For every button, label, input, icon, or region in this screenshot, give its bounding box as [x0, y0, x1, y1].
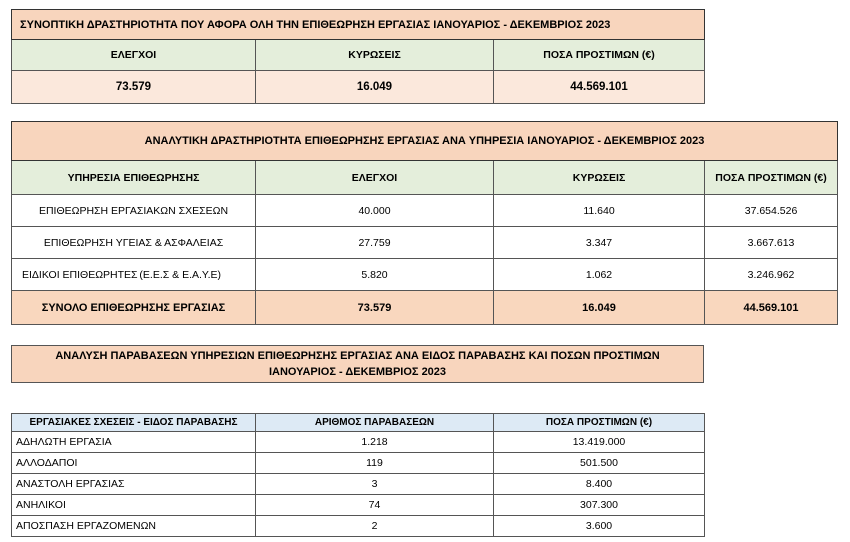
violation-type: ΑΝΗΛΙΚΟΙ: [12, 495, 256, 516]
violations-header-fines: ΠΟΣΑ ΠΡΟΣΤΙΜΩΝ (€): [494, 414, 705, 432]
violation-fines: 13.419.000: [494, 432, 705, 453]
detailed-header-fines: ΠΟΣΑ ΠΡΟΣΤΙΜΩΝ (€): [705, 161, 838, 195]
violation-count: 2: [256, 516, 494, 537]
total-label: ΣΥΝΟΛΟ ΕΠΙΘΕΩΡΗΣΗΣ ΕΡΓΑΣΙΑΣ: [12, 291, 256, 325]
total-controls: 73.579: [256, 291, 494, 325]
violations-title-line2: ΙΑΝΟΥΑΡΙΟΣ - ΔΕΚΕΜΒΡΙΟΣ 2023: [268, 366, 447, 378]
controls-value: 27.759: [256, 227, 494, 259]
detailed-title: ΑΝΑΛΥΤΙΚΗ ΔΡΑΣΤΗΡΙΟΤΗΤΑ ΕΠΙΘΕΩΡΗΣΗΣ ΕΡΓΑΣΙΑΣ ΑΝΑ ΥΠΗΡΕΣΙΑ ΙΑΝΟΥΑΡΙΟΣ - ΔΕΚΕΜΒΡΙΟΣ 2023: [12, 122, 838, 161]
service-name: ΕΠΙΘΕΩΡΗΣΗ ΕΡΓΑΣΙΑΚΩΝ ΣΧΕΣΕΩΝ: [12, 195, 256, 227]
summary-table: [11, 9, 705, 104]
table-row: [12, 474, 705, 495]
service-name: [12, 259, 256, 291]
violation-type: ΑΝΑΣΤΟΛΗ ΕΡΓΑΣΙΑΣ: [12, 474, 256, 495]
fines-value: 3.667.613: [705, 227, 838, 259]
violations-title-table: [11, 345, 704, 383]
violation-count: 3: [256, 474, 494, 495]
violations-header-type: ΕΡΓΑΣΙΑΚΕΣ ΣΧΕΣΕΙΣ - ΕΙΔΟΣ ΠΑΡΑΒΑΣΗΣ: [12, 414, 256, 432]
violation-count: 74: [256, 495, 494, 516]
total-fines: 44.569.101: [705, 291, 838, 325]
summary-value-fines: 44.569.101: [494, 71, 705, 104]
violations-header-count: ΑΡΙΘΜΟΣ ΠΑΡΑΒΑΣΕΩΝ: [256, 414, 494, 432]
service-name: ΕΠΙΘΕΩΡΗΣΗ ΥΓΕΙΑΣ & ΑΣΦΑΛΕΙΑΣ: [12, 227, 256, 259]
table-row: [12, 516, 705, 537]
fines-value: 37.654.526: [705, 195, 838, 227]
summary-header-controls: ΕΛΕΓΧΟΙ: [12, 40, 256, 71]
violation-count: 1.218: [256, 432, 494, 453]
table-row: [12, 259, 838, 291]
table-row: [12, 495, 705, 516]
violations-title-line1: ΑΝΑΛΥΣΗ ΠΑΡΑΒΑΣΕΩΝ ΥΠΗΡΕΣΙΩΝ ΕΠΙΘΕΩΡΗΣΗΣ ΕΡΓΑΣΙΑΣ ΑΝΑ ΕΙΔΟΣ ΠΑΡΑΒΑΣΗΣ ΚΑΙ ΠΟΣΩΝ ΠΡΟΣΤΙΜΩΝ: [55, 350, 660, 362]
violation-fines: 501.500: [494, 453, 705, 474]
service-name-note: (Ε.Ε.Σ & Ε.Α.Υ.Ε): [139, 268, 221, 281]
summary-value-sanctions: 16.049: [256, 71, 494, 104]
summary-title: ΣΥΝΟΠΤΙΚΗ ΔΡΑΣΤΗΡΙΟΤΗΤΑ ΠΟΥ ΑΦΟΡΑ ΟΛΗ ΤΗΝ ΕΠΙΘΕΩΡΗΣΗ ΕΡΓΑΣΙΑΣ ΙΑΝΟΥΑΡΙΟΣ - ΔΕΚΕΜΒΡΙΟΣ 2023: [12, 10, 705, 40]
fines-value: 3.246.962: [705, 259, 838, 291]
violation-type: ΑΔΗΛΩΤΗ ΕΡΓΑΣΙΑ: [12, 432, 256, 453]
detailed-header-sanctions: ΚΥΡΩΣΕΙΣ: [494, 161, 705, 195]
summary-value-controls: 73.579: [12, 71, 256, 104]
violations-title: [12, 346, 704, 383]
table-row: [12, 432, 705, 453]
summary-header-fines: ΠΟΣΑ ΠΡΟΣΤΙΜΩΝ (€): [494, 40, 705, 71]
controls-value: 40.000: [256, 195, 494, 227]
controls-value: 5.820: [256, 259, 494, 291]
table-row: [12, 227, 838, 259]
violation-fines: 8.400: [494, 474, 705, 495]
detailed-header-service: ΥΠΗΡΕΣΙΑ ΕΠΙΘΕΩΡΗΣΗΣ: [12, 161, 256, 195]
violation-fines: 307.300: [494, 495, 705, 516]
table-row: [12, 195, 838, 227]
violations-table: [11, 413, 705, 537]
summary-header-sanctions: ΚΥΡΩΣΕΙΣ: [256, 40, 494, 71]
total-sanctions: 16.049: [494, 291, 705, 325]
violation-fines: 3.600: [494, 516, 705, 537]
detailed-header-controls: ΕΛΕΓΧΟΙ: [256, 161, 494, 195]
violation-count: 119: [256, 453, 494, 474]
sanctions-value: 3.347: [494, 227, 705, 259]
total-row: [12, 291, 838, 325]
violation-type: ΑΠΟΣΠΑΣΗ ΕΡΓΑΖΟΜΕΝΩΝ: [12, 516, 256, 537]
detailed-table: [11, 121, 838, 325]
sanctions-value: 11.640: [494, 195, 705, 227]
service-name-text: ΕΙΔΙΚΟΙ ΕΠΙΘΕΩΡΗΤΕΣ: [22, 268, 138, 281]
table-row: [12, 453, 705, 474]
sanctions-value: 1.062: [494, 259, 705, 291]
violation-type: ΑΛΛΟΔΑΠΟΙ: [12, 453, 256, 474]
